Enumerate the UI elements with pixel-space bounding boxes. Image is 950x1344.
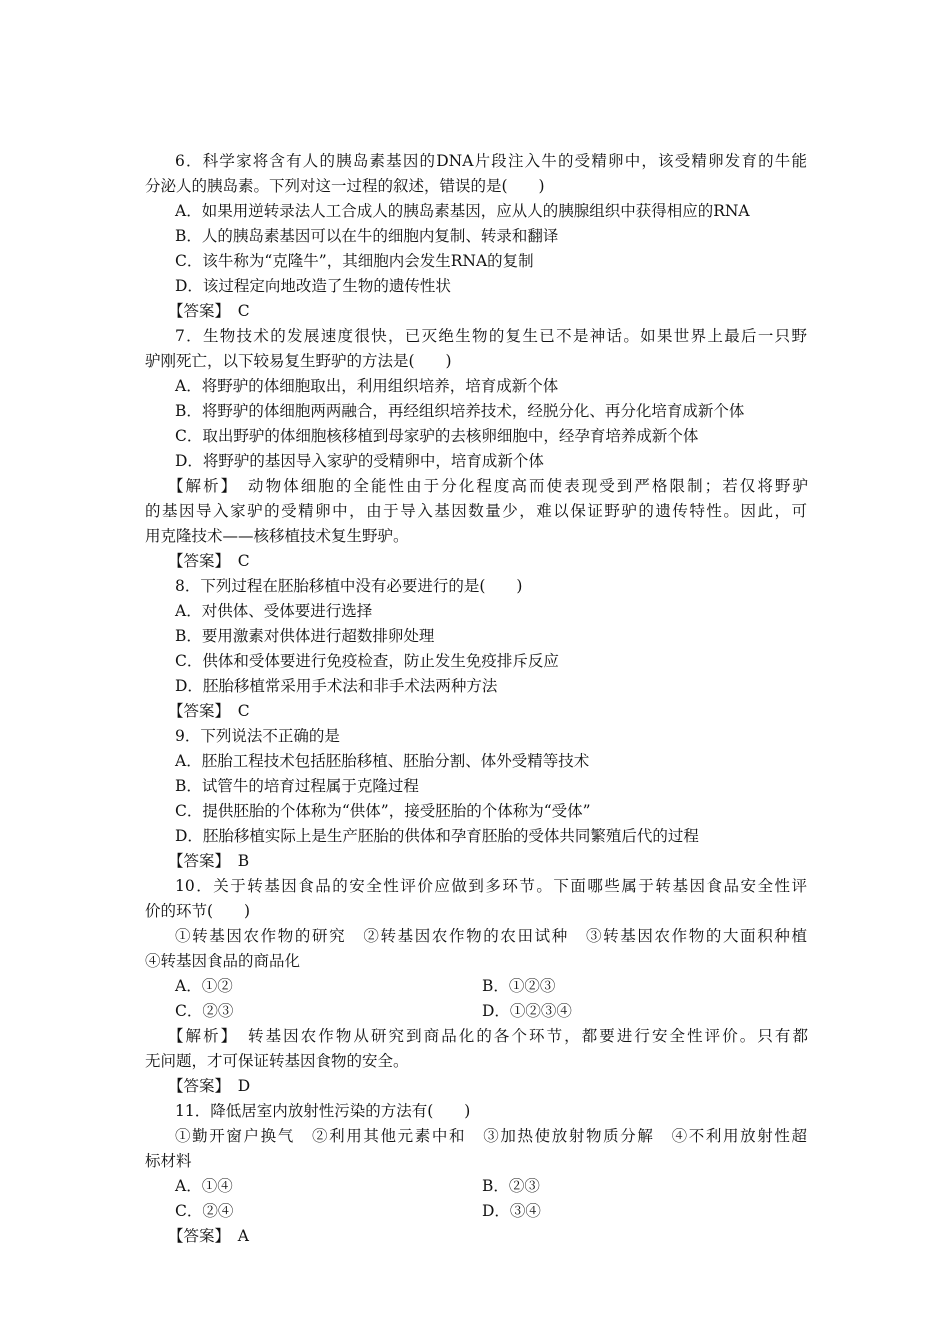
q10-stem-line-2: 价的环节( ) [145, 902, 251, 920]
q7-analysis-line-1: 【解析】 动物体细胞的全能性由于分化程度高而使表现受到严格限制；若仅将野驴 [168, 477, 808, 495]
q9-option-d: D．胚胎移植实际上是生产胚胎的供体和孕育胚胎的受体共同繁殖后代的过程 [175, 827, 699, 845]
q8-option-b: B．要用激素对供体进行超数排卵处理 [175, 627, 435, 645]
q11-option-b: B．②③ [482, 1177, 540, 1195]
q7-option-c: C．取出野驴的体细胞核移植到母家驴的去核卵细胞中，经孕育培养成新个体 [175, 427, 699, 445]
q7-analysis-line-2: 的基因导入家驴的受精卵中，由于导入基因数量少，难以保证野驴的遗传特性。因此，可 [145, 502, 807, 520]
q6-option-b: B．人的胰岛素基因可以在牛的细胞内复制、转录和翻译 [175, 227, 559, 245]
q10-analysis-line-2: 无问题，才可保证转基因食物的安全。 [145, 1052, 409, 1070]
q10-answer: 【答案】 D [168, 1077, 251, 1095]
q7-option-a: A．将野驴的体细胞取出，利用组织培养，培育成新个体 [175, 377, 559, 395]
q8-option-d: D．胚胎移植常采用手术法和非手术法两种方法 [175, 677, 498, 695]
q11-option-c: C．②④ [175, 1202, 234, 1220]
q11-answer: 【答案】 A [168, 1227, 249, 1245]
q7-answer: 【答案】 C [168, 552, 250, 570]
q11-items-line-1: ①勤开窗户换气 ②利用其他元素中和 ③加热使放射物质分解 ④不利用放射性超 [175, 1127, 807, 1145]
q11-option-d: D．③④ [482, 1202, 541, 1220]
q6-option-c: C．该牛称为“克隆牛”，其细胞内会发生RNA的复制 [175, 252, 534, 270]
q7-stem-line-2: 驴刚死亡，以下较易复生野驴的方法是( ) [145, 352, 452, 370]
q8-answer: 【答案】 C [168, 702, 250, 720]
q6-option-d: D．该过程定向地改造了生物的遗传性状 [175, 277, 451, 295]
q10-analysis-line-1: 【解析】 转基因农作物从研究到商品化的各个环节，都要进行安全性评价。只有都 [168, 1027, 808, 1045]
q10-stem-line-1: 10．关于转基因食品的安全性评价应做到多环节。下面哪些属于转基因食品安全性评 [175, 877, 807, 895]
q8-option-c: C．供体和受体要进行免疫检查，防止发生免疫排斥反应 [175, 652, 559, 670]
q9-answer: 【答案】 B [168, 852, 250, 870]
q9-option-b: B．试管牛的培育过程属于克隆过程 [175, 777, 419, 795]
q11-items-line-2: 标材料 [145, 1152, 192, 1170]
q10-option-a: A．①② [175, 977, 233, 995]
q7-option-d: D．将野驴的基因导入家驴的受精卵中，培育成新个体 [175, 452, 544, 470]
q7-option-b: B．将野驴的体细胞两两融合，再经组织培养技术，经脱分化、再分化培育成新个体 [175, 402, 745, 420]
q10-option-b: B．①②③ [482, 977, 556, 995]
q9-option-c: C．提供胚胎的个体称为“供体”，接受胚胎的个体称为“受体” [175, 802, 591, 820]
q10-option-d: D．①②③④ [482, 1002, 572, 1020]
q6-option-a: A．如果用逆转录法人工合成人的胰岛素基因，应从人的胰腺组织中获得相应的RNA [175, 202, 750, 220]
q9-option-a: A．胚胎工程技术包括胚胎移植、胚胎分割、体外受精等技术 [175, 752, 590, 770]
q8-stem: 8．下列过程在胚胎移植中没有必要进行的是( ) [175, 577, 523, 595]
q7-analysis-line-3: 用克隆技术——核移植技术复生野驴。 [145, 527, 409, 545]
q10-option-c: C．②③ [175, 1002, 234, 1020]
q8-option-a: A．对供体、受体要进行选择 [175, 602, 373, 620]
q6-stem-line-2: 分泌人的胰岛素。下列对这一过程的叙述，错误的是( ) [145, 177, 545, 195]
q7-stem-line-1: 7．生物技术的发展速度很快，已灭绝生物的复生已不是神话。如果世界上最后一只野 [175, 327, 807, 345]
q11-option-a: A．①④ [175, 1177, 233, 1195]
q10-items-line-1: ①转基因农作物的研究 ②转基因农作物的农田试种 ③转基因农作物的大面积种植 [175, 927, 807, 945]
q6-answer: 【答案】 C [168, 302, 250, 320]
q6-stem-line-1: 6．科学家将含有人的胰岛素基因的DNA片段注入牛的受精卵中，该受精卵发育的牛能 [175, 152, 807, 170]
q11-stem: 11．降低居室内放射性污染的方法有( ) [175, 1102, 471, 1120]
q9-stem: 9．下列说法不正确的是 [175, 727, 340, 745]
q10-items-line-2: ④转基因食品的商品化 [145, 952, 301, 970]
